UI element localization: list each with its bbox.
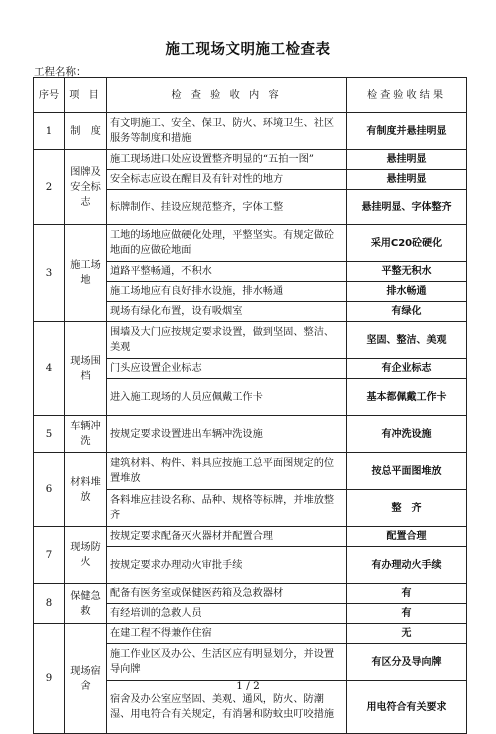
check-result: 有企业标志 — [347, 359, 467, 379]
row-number: 2 — [34, 150, 65, 225]
table-row — [34, 113, 467, 150]
inspection-table — [33, 77, 467, 734]
item-name: 现场围档 — [65, 322, 107, 416]
check-content: 有文明施工、安全、保卫、防火、环境卫生、社区服务等制度和措施 — [107, 113, 347, 150]
check-content: 围墙及大门应按规定要求设置，做到坚固、整洁、美观 — [107, 322, 347, 359]
check-content: 标牌制作、挂设应规范整齐，字体工整 — [107, 190, 347, 225]
check-content: 有经培训的急救人员 — [107, 604, 347, 624]
check-result: 无 — [347, 624, 467, 644]
header-item: 项 目 — [65, 78, 107, 113]
check-result: 基本都佩戴工作卡 — [347, 379, 467, 416]
item-name: 制 度 — [65, 113, 107, 150]
table-row — [34, 416, 467, 453]
check-content: 宿舍及办公室应坚固、美观、通风，防火、防潮湿、用电符合有关规定，有消暑和防蚊虫叮咬措施 — [107, 681, 347, 734]
check-content: 现场有绿化布置，设有吸烟室 — [107, 302, 347, 322]
check-result: 整 齐 — [347, 490, 467, 527]
item-name: 现场宿舍 — [65, 624, 107, 734]
check-result: 用电符合有关要求 — [347, 681, 467, 734]
row-number: 1 — [34, 113, 65, 150]
check-content: 施工现场进口处应设置整齐明显的“五拍一图” — [107, 150, 347, 170]
table-row — [34, 322, 467, 359]
item-name: 施工场地 — [65, 225, 107, 322]
check-result: 配置合理 — [347, 527, 467, 547]
project-name-label: 工程名称： — [34, 66, 87, 78]
check-content: 建筑材料、构件、料具应按施工总平面图规定的位置堆放 — [107, 453, 347, 490]
row-number: 5 — [34, 416, 65, 453]
check-result: 悬挂明显、字体整齐 — [347, 190, 467, 225]
header-result: 检查验收结果 — [347, 78, 467, 113]
check-content: 道路平整畅通，不积水 — [107, 262, 347, 282]
check-content: 配备有医务室或保健医药箱及急救器材 — [107, 584, 347, 604]
table-header-row — [34, 78, 467, 113]
check-result: 采用C20砼硬化 — [347, 225, 467, 262]
item-name: 图牌及安全标志 — [65, 150, 107, 225]
page-number: 1 / 2 — [236, 680, 260, 692]
table-row — [34, 624, 467, 644]
check-content: 按规定要求办理动火审批手续 — [107, 547, 347, 584]
header-no: 序号 — [34, 78, 65, 113]
check-result: 按总平面图堆放 — [347, 453, 467, 490]
check-content: 门头应设置企业标志 — [107, 359, 347, 379]
check-content: 安全标志应设在醒目及有针对性的地方 — [107, 170, 347, 190]
row-number: 3 — [34, 225, 65, 322]
check-content: 施工场地应有良好排水设施，排水畅通 — [107, 282, 347, 302]
table-row — [34, 527, 467, 547]
table-row — [34, 150, 467, 170]
row-number: 6 — [34, 453, 65, 527]
check-result: 有制度并悬挂明显 — [347, 113, 467, 150]
check-content: 施工作业区及办公、生活区应有明显划分，并设置导向牌 — [107, 644, 347, 681]
check-result: 有 — [347, 604, 467, 624]
table-row — [34, 453, 467, 490]
row-number: 4 — [34, 322, 65, 416]
check-result: 有区分及导向牌 — [347, 644, 467, 681]
check-content: 按规定要求配备灭火器材并配置合理 — [107, 527, 347, 547]
check-result: 悬挂明显 — [347, 150, 467, 170]
check-result: 坚固、整洁、美观 — [347, 322, 467, 359]
check-content: 工地的场地应做硬化处理，平整坚实。有规定做砼地面的应做砼地面 — [107, 225, 347, 262]
check-result: 有绿化 — [347, 302, 467, 322]
item-name: 车辆冲洗 — [65, 416, 107, 453]
row-number: 7 — [34, 527, 65, 584]
check-result: 有办理动火手续 — [347, 547, 467, 584]
check-result: 排水畅通 — [347, 282, 467, 302]
page-title: 施工现场文明施工检查表 — [165, 42, 331, 58]
item-name: 材料堆放 — [65, 453, 107, 527]
check-result: 有 — [347, 584, 467, 604]
check-content: 按规定要求设置进出车辆冲洗设施 — [107, 416, 347, 453]
check-content: 进入施工现场的人员应佩戴工作卡 — [107, 379, 347, 416]
header-content: 检 查 验 收 内 容 — [107, 78, 347, 113]
table-row — [34, 584, 467, 604]
check-content: 各料堆应挂设名称、品种、规格等标牌，并堆放整齐 — [107, 490, 347, 527]
check-result: 悬挂明显 — [347, 170, 467, 190]
table-row — [34, 225, 467, 262]
check-content: 在建工程不得兼作住宿 — [107, 624, 347, 644]
row-number: 8 — [34, 584, 65, 624]
row-number: 9 — [34, 624, 65, 734]
check-result: 有冲洗设施 — [347, 416, 467, 453]
item-name: 保健急救 — [65, 584, 107, 624]
check-result: 平整无积水 — [347, 262, 467, 282]
item-name: 现场防火 — [65, 527, 107, 584]
